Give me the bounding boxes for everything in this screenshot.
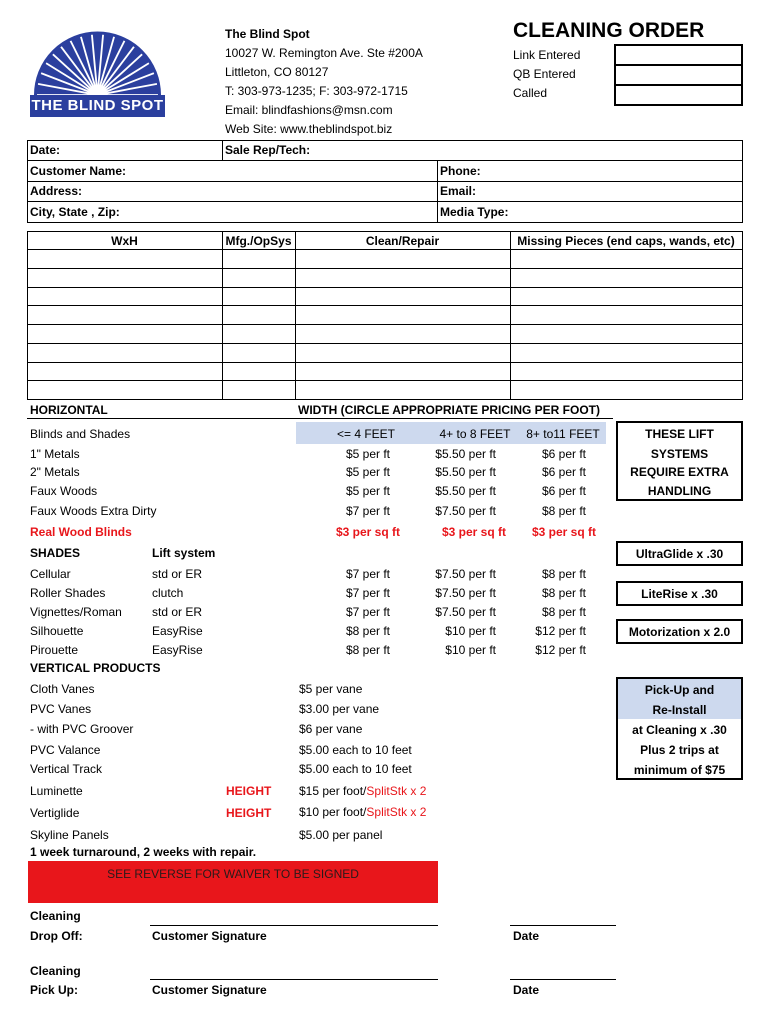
- price-cell[interactable]: $10 per ft: [445, 643, 496, 657]
- logo-text: THE BLIND SPOT: [31, 97, 164, 114]
- media-type-field[interactable]: Media Type:: [440, 205, 509, 219]
- price-row-name: 1" Metals: [30, 447, 80, 461]
- price-cell[interactable]: $8 per ft: [541, 586, 586, 600]
- real-wood-price-3: $3 per sq ft: [531, 525, 596, 539]
- price-cell[interactable]: $7 per ft: [345, 504, 390, 518]
- check-box-link[interactable]: [614, 44, 743, 66]
- price-cell[interactable]: $8 per ft: [541, 504, 586, 518]
- price-cell[interactable]: $7.50 per ft: [435, 605, 496, 619]
- vertical-product-price[interactable]: $5.00 each to 10 feet: [299, 743, 412, 757]
- check-label-qb: QB Entered: [513, 67, 576, 81]
- luminette-height: HEIGHT: [226, 784, 272, 798]
- col-header-missing: Missing Pieces (end caps, wands, etc): [517, 234, 735, 248]
- price-cell[interactable]: $12 per ft: [535, 624, 586, 638]
- shades-title: SHADES: [30, 546, 81, 560]
- price-cell[interactable]: $5 per ft: [345, 447, 390, 461]
- city-state-zip-field[interactable]: City, State , Zip:: [30, 205, 120, 219]
- price-cell[interactable]: $7.50 per ft: [435, 567, 496, 581]
- literise-box: LiteRise x .30: [616, 581, 743, 606]
- price-row-name: Silhouette: [30, 624, 84, 638]
- price-row-name: Pirouette: [30, 643, 79, 657]
- vertical-product-name: - with PVC Groover: [30, 722, 134, 736]
- dropoff-label-1: Cleaning: [30, 909, 81, 923]
- real-wood-name: Real Wood Blinds: [30, 525, 132, 539]
- luminette-split: SplitStk x 2: [366, 784, 427, 798]
- pickup-box: Pick-Up and Re-Install at Cleaning x .30 Plus 2 trips at minimum of $75: [616, 677, 743, 780]
- price-cell[interactable]: $12 per ft: [535, 643, 586, 657]
- table-row-line: [27, 249, 743, 250]
- vertical-product-name: PVC Valance: [30, 743, 101, 757]
- vertical-product-price[interactable]: $5.00 each to 10 feet: [299, 762, 412, 776]
- email-field[interactable]: Email:: [440, 184, 477, 198]
- dropoff-date-label: Date: [513, 929, 540, 943]
- table-row-line: [27, 287, 743, 288]
- address-field[interactable]: Address:: [30, 184, 83, 198]
- company-address2: Littleton, CO 80127: [225, 65, 329, 79]
- dropoff-signature-label: Customer Signature: [152, 929, 267, 943]
- lift-title: Lift system: [152, 546, 216, 560]
- motorization-box: Motorization x 2.0: [616, 619, 743, 644]
- check-box-qb[interactable]: [614, 64, 743, 86]
- customer-name-field[interactable]: Customer Name:: [30, 164, 127, 178]
- col-header-wxh: WxH: [111, 234, 138, 248]
- company-info: [225, 25, 423, 139]
- price-cell[interactable]: $7 per ft: [345, 586, 390, 600]
- table-row-line: [27, 324, 743, 325]
- price-cell[interactable]: $6 per ft: [541, 465, 586, 479]
- price-row-name: Roller Shades: [30, 586, 106, 600]
- width-title: WIDTH (CIRCLE APPROPRIATE PRICING PER FOOT): [298, 403, 600, 417]
- lift-system: clutch: [152, 586, 184, 600]
- vertical-product-name: Cloth Vanes: [30, 682, 95, 696]
- skyline-price: $5.00 per panel: [299, 828, 383, 842]
- table-row-line: [27, 380, 743, 381]
- check-box-called[interactable]: [614, 84, 743, 106]
- pickup-signature-label: Customer Signature: [152, 983, 267, 997]
- company-name: The Blind Spot: [225, 27, 310, 41]
- date-field[interactable]: Date:: [30, 143, 61, 157]
- vertiglide-price: $10 per foot/SplitStk x 2: [299, 805, 427, 819]
- price-row-name: Vignettes/Roman: [30, 605, 122, 619]
- price-cell[interactable]: $6 per ft: [541, 447, 586, 461]
- vertical-title: VERTICAL PRODUCTS: [30, 661, 161, 675]
- company-address1: 10027 W. Remington Ave. Ste #200A: [225, 46, 423, 60]
- dropoff-date-line[interactable]: [510, 925, 616, 926]
- order-title: CLEANING ORDER: [513, 19, 705, 42]
- lift-system: EasyRise: [152, 643, 203, 657]
- vertical-product-price[interactable]: $6 per vane: [299, 722, 363, 736]
- price-cell[interactable]: $7 per ft: [345, 605, 390, 619]
- check-label-link: Link Entered: [513, 48, 581, 62]
- table-row-line: [27, 268, 743, 269]
- vertiglide-name: Vertiglide: [30, 806, 80, 820]
- col-header-clean: Clean/Repair: [365, 234, 440, 248]
- blinds-label: Blinds and Shades: [30, 427, 131, 441]
- real-wood-price-1: $3 per sq ft: [335, 525, 400, 539]
- table-row-line: [27, 305, 743, 306]
- price-cell[interactable]: $5 per ft: [345, 465, 390, 479]
- price-cell[interactable]: $8 per ft: [541, 567, 586, 581]
- company-phones: T: 303-973-1235; F: 303-972-1715: [225, 84, 408, 98]
- phone-field[interactable]: Phone:: [440, 164, 481, 178]
- pickup-signature-line[interactable]: [150, 979, 438, 980]
- lift-system: EasyRise: [152, 624, 203, 638]
- price-cell[interactable]: $7.50 per ft: [435, 504, 496, 518]
- price-row-name: Cellular: [30, 567, 71, 581]
- pickup-label-2: Pick Up:: [30, 983, 79, 997]
- pickup-date-line[interactable]: [510, 979, 616, 980]
- col-price-le4: <= 4 FEET: [336, 427, 396, 441]
- price-cell[interactable]: $7 per ft: [345, 567, 390, 581]
- check-label-called: Called: [513, 86, 548, 100]
- vertiglide-height: HEIGHT: [226, 806, 272, 820]
- price-cell[interactable]: $8 per ft: [345, 643, 390, 657]
- company-logo: [30, 22, 165, 122]
- dropoff-label-2: Drop Off:: [30, 929, 83, 943]
- lift-system: std or ER: [152, 605, 203, 619]
- luminette-price: $15 per foot/SplitStk x 2: [299, 784, 427, 798]
- price-cell[interactable]: $8 per ft: [345, 624, 390, 638]
- ultraglide-box: UltraGlide x .30: [616, 541, 743, 566]
- price-cell[interactable]: $6 per ft: [541, 484, 586, 498]
- price-row-name: Faux Woods Extra Dirty: [30, 504, 157, 518]
- luminette-name: Luminette: [30, 784, 83, 798]
- col-price-8to11: 8+ to11 FEET: [526, 427, 600, 441]
- vertical-product-price[interactable]: $3.00 per vane: [299, 702, 380, 716]
- price-cell[interactable]: $7.50 per ft: [435, 586, 496, 600]
- col-price-4to8: 4+ to 8 FEET: [439, 427, 511, 441]
- pickup-date-label: Date: [513, 983, 540, 997]
- real-wood-price-2: $3 per sq ft: [441, 525, 506, 539]
- waiver-text: SEE REVERSE FOR WAIVER TO BE SIGNED: [107, 867, 359, 881]
- waiver-banner: [28, 861, 438, 903]
- price-cell[interactable]: $10 per ft: [445, 624, 496, 638]
- lift-note-box: THESE LIFT SYSTEMS REQUIRE EXTRA HANDLING: [616, 421, 743, 501]
- col-header-mfg: Mfg./OpSys: [225, 234, 292, 248]
- horizontal-title: HORIZONTAL: [30, 403, 108, 417]
- pickup-label-1: Cleaning: [30, 964, 81, 978]
- vertical-product-price[interactable]: $5 per vane: [299, 682, 363, 696]
- sale-rep-field[interactable]: Sale Rep/Tech:: [225, 143, 311, 157]
- vertical-product-name: Vertical Track: [30, 762, 103, 776]
- vertiglide-split: SplitStk x 2: [366, 805, 427, 819]
- price-cell[interactable]: $5 per ft: [345, 484, 390, 498]
- skyline-name: Skyline Panels: [30, 828, 109, 842]
- company-web: Web Site: www.theblindspot.biz: [225, 122, 393, 136]
- price-cell[interactable]: $8 per ft: [541, 605, 586, 619]
- price-row-name: 2" Metals: [30, 465, 80, 479]
- lift-system: std or ER: [152, 567, 203, 581]
- price-cell[interactable]: $5.50 per ft: [435, 484, 496, 498]
- table-row-line: [27, 362, 743, 363]
- price-cell[interactable]: $5.50 per ft: [435, 465, 496, 479]
- dropoff-signature-line[interactable]: [150, 925, 438, 926]
- turnaround-note: 1 week turnaround, 2 weeks with repair.: [30, 845, 257, 859]
- table-row-line: [27, 343, 743, 344]
- price-cell[interactable]: $5.50 per ft: [435, 447, 496, 461]
- company-email: Email: blindfashions@msn.com: [225, 103, 393, 117]
- table-row-line: [27, 399, 743, 400]
- price-row-name: Faux Woods: [30, 484, 98, 498]
- vertical-product-name: PVC Vanes: [30, 702, 92, 716]
